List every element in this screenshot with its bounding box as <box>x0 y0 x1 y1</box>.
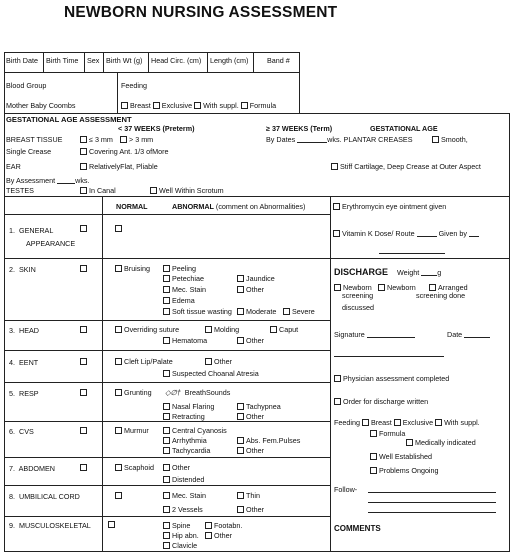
medically-indicated-checkbox[interactable]: Medically indicated <box>406 438 476 447</box>
checkbox-icon[interactable] <box>237 403 244 410</box>
checkbox-icon[interactable] <box>163 506 170 513</box>
skin-normal-checkbox[interactable] <box>80 264 89 273</box>
single-crease-label: Single Crease <box>6 147 52 156</box>
musculo-hip[interactable]: Hip abn. <box>163 531 199 540</box>
comments-title: COMMENTS <box>334 524 381 533</box>
ga-section-title: GESTATIONAL AGE ASSESSMENT <box>6 115 132 124</box>
date-line: Date <box>447 330 490 339</box>
checkbox-icon[interactable] <box>80 427 87 434</box>
checkbox-icon[interactable] <box>429 284 436 291</box>
signature-field[interactable] <box>367 330 415 338</box>
checkbox-icon[interactable] <box>237 447 244 454</box>
stiff-cartilage-checkbox[interactable]: Stiff Cartilage, Deep Crease at Outer Aspect <box>331 162 481 171</box>
skin-severe[interactable]: Severe <box>283 307 315 316</box>
physician-assessment-checkbox[interactable]: Physician assessment completed <box>334 374 449 383</box>
checkbox-icon[interactable] <box>163 265 170 272</box>
breast-tissue-label: BREAST TISSUE <box>6 135 63 144</box>
musculo-foot[interactable]: Footabn. <box>205 521 242 530</box>
row-eent: 4. EENT <box>9 358 39 367</box>
skin-moderate[interactable]: Moderate <box>237 307 276 316</box>
by-assessment-field[interactable] <box>57 176 75 184</box>
by-assessment: By Assessment wks. <box>6 176 90 185</box>
general-abnormal-checkbox[interactable] <box>115 224 124 233</box>
checkbox-icon[interactable] <box>115 265 122 272</box>
abdomen-other[interactable]: Other <box>163 463 190 472</box>
cvs-tachycardia[interactable]: Tachycardia <box>163 446 210 455</box>
feeding-exclusive-checkbox[interactable]: Exclusive <box>153 101 192 110</box>
feeding-suppl-checkbox[interactable]: With suppl. <box>194 101 239 110</box>
feeding-label: Feeding <box>121 81 147 90</box>
arranged-checkbox[interactable]: Arranged <box>429 283 468 292</box>
head-caput[interactable]: Caput <box>270 325 298 334</box>
signature-line: Signature <box>334 330 415 339</box>
weight-field[interactable] <box>421 268 437 276</box>
well-within-checkbox[interactable]: Well Within Scrotum <box>150 186 224 195</box>
head-overriding[interactable]: Overriding suture <box>115 325 179 334</box>
checkbox-icon[interactable] <box>334 284 341 291</box>
discharge-suppl-checkbox[interactable]: With suppl. <box>435 418 480 427</box>
by-dates: By Dates wks. PLANTAR CREASES <box>266 135 413 144</box>
discharge-breast-checkbox[interactable]: Breast <box>362 418 392 427</box>
eent-cleft[interactable]: Cleft Lip/Palate <box>115 357 173 366</box>
checkbox-icon[interactable] <box>163 532 170 539</box>
checkbox-icon[interactable] <box>163 437 170 444</box>
checkbox-icon[interactable] <box>120 136 127 143</box>
cvs-other[interactable]: Other <box>237 446 264 455</box>
skin-peeling[interactable]: Peeling <box>163 264 196 273</box>
row-cvs: 6. CVS <box>9 427 34 436</box>
col-birth-weight: Birth Wt (g) <box>106 56 143 65</box>
checkbox-icon[interactable] <box>163 464 170 471</box>
skin-mec-stain[interactable]: Mec. Stain <box>163 285 206 294</box>
vitamin-k-route-field[interactable] <box>417 229 437 237</box>
checkbox-icon[interactable] <box>163 403 170 410</box>
checkbox-icon[interactable] <box>115 492 122 499</box>
checkbox-icon[interactable] <box>163 542 170 549</box>
cvs-arrhythmia[interactable]: Arrhythmia <box>163 436 207 445</box>
checkbox-icon[interactable] <box>205 532 212 539</box>
resp-tachypnea[interactable]: Tachypnea <box>237 402 281 411</box>
checkbox-icon[interactable] <box>333 230 340 237</box>
newborn-screening-discussed[interactable]: Newborn <box>334 283 372 292</box>
checkbox-icon[interactable] <box>370 453 377 460</box>
checkbox-icon[interactable] <box>80 148 87 155</box>
resp-grunting[interactable]: Grunting <box>115 388 152 397</box>
blood-group-label: Blood Group <box>6 81 47 90</box>
row-musculoskeletal: 9. MUSCULOSKELETAL <box>9 521 91 530</box>
skin-other[interactable]: Other <box>237 285 264 294</box>
relatively-flat-checkbox[interactable]: RelativelyFlat, Pliable <box>80 162 158 171</box>
musculo-spine[interactable]: Spine <box>163 521 190 530</box>
umbilical-mec-stain[interactable]: Mec. Stain <box>163 491 206 500</box>
checkbox-icon[interactable] <box>237 413 244 420</box>
checkbox-icon[interactable] <box>378 284 385 291</box>
gt3-checkbox[interactable]: > 3 mm <box>120 135 153 144</box>
checkbox-icon[interactable] <box>115 358 122 365</box>
checkbox-icon[interactable] <box>163 308 170 315</box>
general-normal-checkbox[interactable] <box>80 224 89 233</box>
checkbox-icon[interactable] <box>163 492 170 499</box>
checkbox-icon[interactable] <box>80 358 87 365</box>
feeding-options <box>121 101 276 110</box>
head-molding[interactable]: Molding <box>205 325 239 334</box>
checkbox-icon[interactable] <box>80 163 87 170</box>
checkbox-icon[interactable] <box>406 439 413 446</box>
checkbox-icon[interactable] <box>205 326 212 333</box>
checkbox-icon[interactable] <box>163 337 170 344</box>
row-general: 1. GENERAL <box>9 226 54 235</box>
checkbox-icon[interactable] <box>237 275 244 282</box>
checkbox-icon[interactable] <box>237 308 244 315</box>
mother-baby-coombs-label: Mother Baby Coombs <box>6 101 76 110</box>
musculo-other[interactable]: Other <box>205 531 232 540</box>
checkbox-icon[interactable] <box>435 419 442 426</box>
discharge-title: DISCHARGE <box>334 267 389 277</box>
checkbox-icon[interactable] <box>163 413 170 420</box>
resp-normal-checkbox[interactable] <box>80 388 89 397</box>
umbilical-2-vessels[interactable]: 2 Vessels <box>163 505 203 514</box>
erythromycin-checkbox[interactable]: Erythromycin eye ointment given <box>333 202 446 211</box>
checkbox-icon[interactable] <box>333 203 340 210</box>
checkbox-icon[interactable] <box>237 492 244 499</box>
checkbox-icon[interactable] <box>237 286 244 293</box>
checkbox-icon[interactable] <box>283 308 290 315</box>
umbilical-other[interactable]: Other <box>237 505 264 514</box>
date-field[interactable] <box>464 330 490 338</box>
head-hematoma[interactable]: Hematoma <box>163 336 207 345</box>
checkbox-icon[interactable] <box>205 522 212 529</box>
row-umbilical: 8. UMBILICAL CORD <box>9 492 80 501</box>
order-discharge-checkbox[interactable]: Order for discharge written <box>334 397 428 406</box>
row-general-2: APPEARANCE <box>26 239 76 248</box>
abdomen-normal-checkbox[interactable] <box>80 463 89 472</box>
row-head: 3. HEAD <box>9 326 39 335</box>
vitamin-k-checkbox[interactable]: Vitamin K Dose/ Route Given by <box>333 229 479 238</box>
checkbox-icon[interactable] <box>115 326 122 333</box>
resp-other[interactable]: Other <box>237 412 264 421</box>
normal-header: NORMAL <box>116 202 148 211</box>
discussed-text: discussed <box>342 303 374 312</box>
skin-soft-tissue[interactable]: Soft tissue wasting <box>163 307 232 316</box>
checkbox-icon[interactable] <box>80 187 87 194</box>
abnormal-header: ABNORMAL (comment on Abnormalities) <box>172 202 306 211</box>
skin-bruising[interactable]: Bruising <box>115 264 150 273</box>
cvs-normal-checkbox[interactable] <box>80 426 89 435</box>
checkbox-icon[interactable] <box>237 506 244 513</box>
checkbox-icon[interactable] <box>115 464 122 471</box>
checkbox-icon[interactable] <box>80 464 87 471</box>
in-canal-checkbox[interactable]: In Canal <box>80 186 116 195</box>
resp-breath-sounds[interactable]: ◇∅† BreathSounds <box>165 388 231 397</box>
testes-label: TESTES <box>6 186 34 195</box>
skin-edema[interactable]: Edema <box>163 296 195 305</box>
cvs-central-cyanosis[interactable]: Central Cyanosis <box>163 426 227 435</box>
checkbox-icon[interactable] <box>80 265 87 272</box>
checkbox-icon[interactable] <box>115 389 122 396</box>
checkbox-icon[interactable] <box>163 286 170 293</box>
checkbox-icon[interactable] <box>270 326 277 333</box>
musculo-clavicle[interactable]: Clavicle <box>163 541 197 550</box>
checkbox-icon[interactable] <box>362 419 369 426</box>
checkbox-icon[interactable] <box>163 522 170 529</box>
feeding-breast-checkbox[interactable]: Breast <box>121 101 151 110</box>
smooth-checkbox[interactable]: Smooth, <box>432 135 468 144</box>
checkbox-icon[interactable] <box>331 163 338 170</box>
col-birth-date: Birth Date <box>6 56 38 65</box>
skin-jaundice[interactable]: Jaundice <box>237 274 275 283</box>
checkbox-icon[interactable] <box>334 398 341 405</box>
discharge-exclusive-checkbox[interactable]: Exclusive <box>394 418 433 427</box>
col-birth-time: Birth Time <box>46 56 79 65</box>
checkbox-icon[interactable] <box>115 225 122 232</box>
page-title: NEWBORN NURSING ASSESSMENT <box>64 4 338 21</box>
resp-nasal-flaring[interactable]: Nasal Flaring <box>163 402 214 411</box>
checkbox-icon[interactable] <box>163 427 170 434</box>
checkbox-icon[interactable] <box>334 375 341 382</box>
follow-up-label: Follow- <box>334 485 358 494</box>
resp-retracting[interactable]: Retracting <box>163 412 205 421</box>
checkbox-icon[interactable] <box>241 102 248 109</box>
checkbox-icon[interactable] <box>80 225 87 232</box>
checkbox-icon[interactable] <box>370 467 377 474</box>
checkbox-icon[interactable] <box>194 102 201 109</box>
by-dates-field[interactable] <box>297 135 327 143</box>
feeding-formula-checkbox[interactable]: Formula <box>241 101 276 110</box>
checkbox-icon[interactable] <box>80 389 87 396</box>
ear-label: EAR <box>6 162 21 171</box>
row-skin: 2. SKIN <box>9 265 36 274</box>
ga-label: GESTATIONAL AGE <box>370 124 438 133</box>
col-band: Band # <box>267 56 290 65</box>
checkbox-icon[interactable] <box>121 102 128 109</box>
ga-preterm: < 37 WEEKS (Preterm) <box>118 124 195 133</box>
screening-done-text: screening done <box>416 291 466 300</box>
breath-symbol-icon: ◇∅† <box>165 388 181 397</box>
checkbox-icon[interactable] <box>163 275 170 282</box>
checkbox-icon[interactable] <box>237 337 244 344</box>
checkbox-icon[interactable] <box>108 521 115 528</box>
well-established-checkbox[interactable]: Well Established <box>370 452 432 461</box>
problems-ongoing-checkbox[interactable]: Problems Ongoing <box>370 466 439 475</box>
row-abdomen: 7. ABDOMEN <box>9 464 55 473</box>
musculo-normal-checkbox[interactable] <box>108 520 117 529</box>
abdomen-scaphoid[interactable]: Scaphoid <box>115 463 154 472</box>
checkbox-icon[interactable] <box>163 476 170 483</box>
cvs-murmur[interactable]: Murmur <box>115 426 149 435</box>
checkbox-icon[interactable] <box>394 419 401 426</box>
col-sex: Sex <box>87 56 100 65</box>
head-other[interactable]: Other <box>237 336 264 345</box>
checkbox-icon[interactable] <box>80 136 87 143</box>
col-length: Length (cm) <box>210 56 249 65</box>
ga-term: ≥ 37 WEEKS (Term) <box>266 124 333 133</box>
checkbox-icon[interactable] <box>163 297 170 304</box>
checkbox-icon[interactable] <box>432 136 439 143</box>
col-head-circ: Head Circ. (cm) <box>151 56 202 65</box>
eent-other[interactable]: Other <box>205 357 232 366</box>
given-by-field[interactable] <box>469 229 479 237</box>
checkbox-icon[interactable] <box>153 102 160 109</box>
checkbox-icon[interactable] <box>237 437 244 444</box>
checkbox-icon[interactable] <box>115 427 122 434</box>
discharge-formula-checkbox[interactable]: Formula <box>370 429 405 438</box>
abdomen-distended[interactable]: Distended <box>163 475 204 484</box>
skin-petechiae[interactable]: Petechiae <box>163 274 204 283</box>
head-normal-checkbox[interactable] <box>80 325 89 334</box>
covering-checkbox[interactable]: Covering Ant. 1/3 ofMore <box>80 147 169 156</box>
eent-normal-checkbox[interactable] <box>80 357 89 366</box>
umbilical-thin[interactable]: Thin <box>237 491 260 500</box>
newborn-screening-done[interactable]: Newborn <box>378 283 416 292</box>
discharge-weight: Weight g <box>397 268 442 277</box>
lt3-checkbox[interactable]: ≤ 3 mm <box>80 135 113 144</box>
screening-text: screening <box>342 291 374 300</box>
discharge-feeding: Feeding Breast Exclusive With suppl. <box>334 418 480 427</box>
cvs-abs-fem-pulses[interactable]: Abs. Fem.Pulses <box>237 436 300 445</box>
checkbox-icon[interactable] <box>163 370 170 377</box>
checkbox-icon[interactable] <box>370 430 377 437</box>
eent-choanal[interactable]: Suspected Choanal Atresia <box>163 369 259 378</box>
checkbox-icon[interactable] <box>80 326 87 333</box>
row-resp: 5. RESP <box>9 389 39 398</box>
checkbox-icon[interactable] <box>150 187 157 194</box>
checkbox-icon[interactable] <box>205 358 212 365</box>
checkbox-icon[interactable] <box>163 447 170 454</box>
umbilical-normal-checkbox[interactable] <box>115 491 124 500</box>
